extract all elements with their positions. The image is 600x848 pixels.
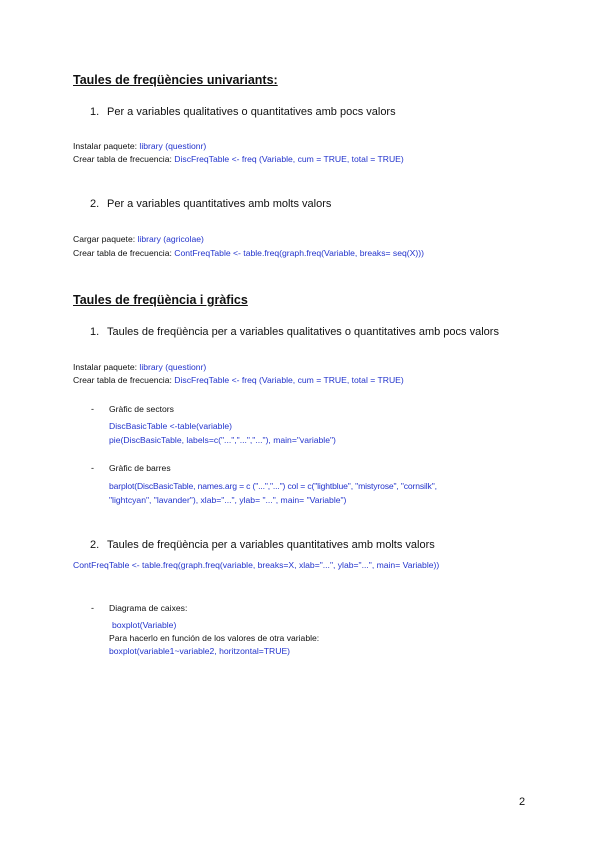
bars-title: Gràfic de barres <box>109 463 171 473</box>
item-text: Taules de freqüència per a variables quantitatives amb molts valors <box>107 539 435 551</box>
create-code: DiscFreqTable <- freq (Variable, cum = TRUE, total = TRUE) <box>174 375 404 385</box>
item-number: 2. <box>90 198 100 210</box>
boxplot-code-2: boxplot(variable1~variable2, horitzontal=TRUE) <box>109 646 291 656</box>
install-line-1 <box>73 141 206 151</box>
section1-heading: Taules de freqüències univariants: <box>73 73 278 87</box>
section2-heading: Taules de freqüència i gràfics <box>73 293 248 307</box>
create-label: Crear tabla de frecuencia: <box>73 248 175 258</box>
boxplot-title: Diagrama de caixes: <box>109 603 188 613</box>
item-number: 1. <box>90 106 100 118</box>
section1-item2 <box>90 198 331 210</box>
bullet-dash: - <box>91 463 94 473</box>
bars-code-2: "lightcyan", "lavander"), xlab="...", ylab= "...", main= "Variable") <box>109 495 347 505</box>
sectors-code-2: pie(DiscBasicTable, labels=c("...","...","..."), main="variable") <box>109 435 336 445</box>
page-number: 2 <box>519 796 526 808</box>
sectors-title: Gràfic de sectors <box>109 404 174 414</box>
load-label: Cargar paquete: <box>73 234 138 244</box>
create-code: ContFreqTable <- table.freq(graph.freq(Variable, breaks= seq(X))) <box>174 248 424 258</box>
item-text: Per a variables quantitatives amb molts valors <box>107 198 332 210</box>
section2-item2 <box>90 539 435 551</box>
item-number: 2. <box>90 539 100 551</box>
create-code: DiscFreqTable <- freq (Variable, cum = TRUE, total = TRUE) <box>174 154 404 164</box>
install-label: Instalar paquete: <box>73 141 140 151</box>
install-line-2 <box>73 362 206 372</box>
create-line-3 <box>73 375 404 385</box>
bars-code-1: barplot(DiscBasicTable, names.arg = c ("...","...") col = c("lightblue", "mistyrose", "cornsilk", <box>109 481 437 491</box>
item-number: 1. <box>90 326 100 338</box>
bullet-dash: - <box>91 603 94 613</box>
create-line-2 <box>73 248 424 258</box>
boxplot-code-1: boxplot(Variable) <box>112 620 177 630</box>
sectors-code-1: DiscBasicTable <-table(variable) <box>109 421 232 431</box>
create-label: Crear tabla de frecuencia: <box>73 154 175 164</box>
bullet-dash: - <box>91 404 94 414</box>
item-text: Taules de freqüència per a variables qualitatives o quantitatives amb pocs valors <box>107 326 499 338</box>
create-line-1 <box>73 154 404 164</box>
install-code: library (questionr) <box>139 141 207 151</box>
create-label: Crear tabla de frecuencia: <box>73 375 175 385</box>
load-line <box>73 234 204 244</box>
install-code: library (questionr) <box>139 362 207 372</box>
boxplot-note: Para hacerlo en función de los valores de otra variable: <box>109 633 320 643</box>
section2-item1 <box>90 326 499 338</box>
section1-item1 <box>90 106 396 118</box>
contfreq-code: ContFreqTable <- table.freq(graph.freq(variable, breaks=X, xlab="...", ylab="...", main= Variable)) <box>73 560 440 570</box>
install-label: Instalar paquete: <box>73 362 140 372</box>
load-code: library (agricolae) <box>137 234 204 244</box>
item-text: Per a variables qualitatives o quantitatives amb pocs valors <box>107 106 396 118</box>
